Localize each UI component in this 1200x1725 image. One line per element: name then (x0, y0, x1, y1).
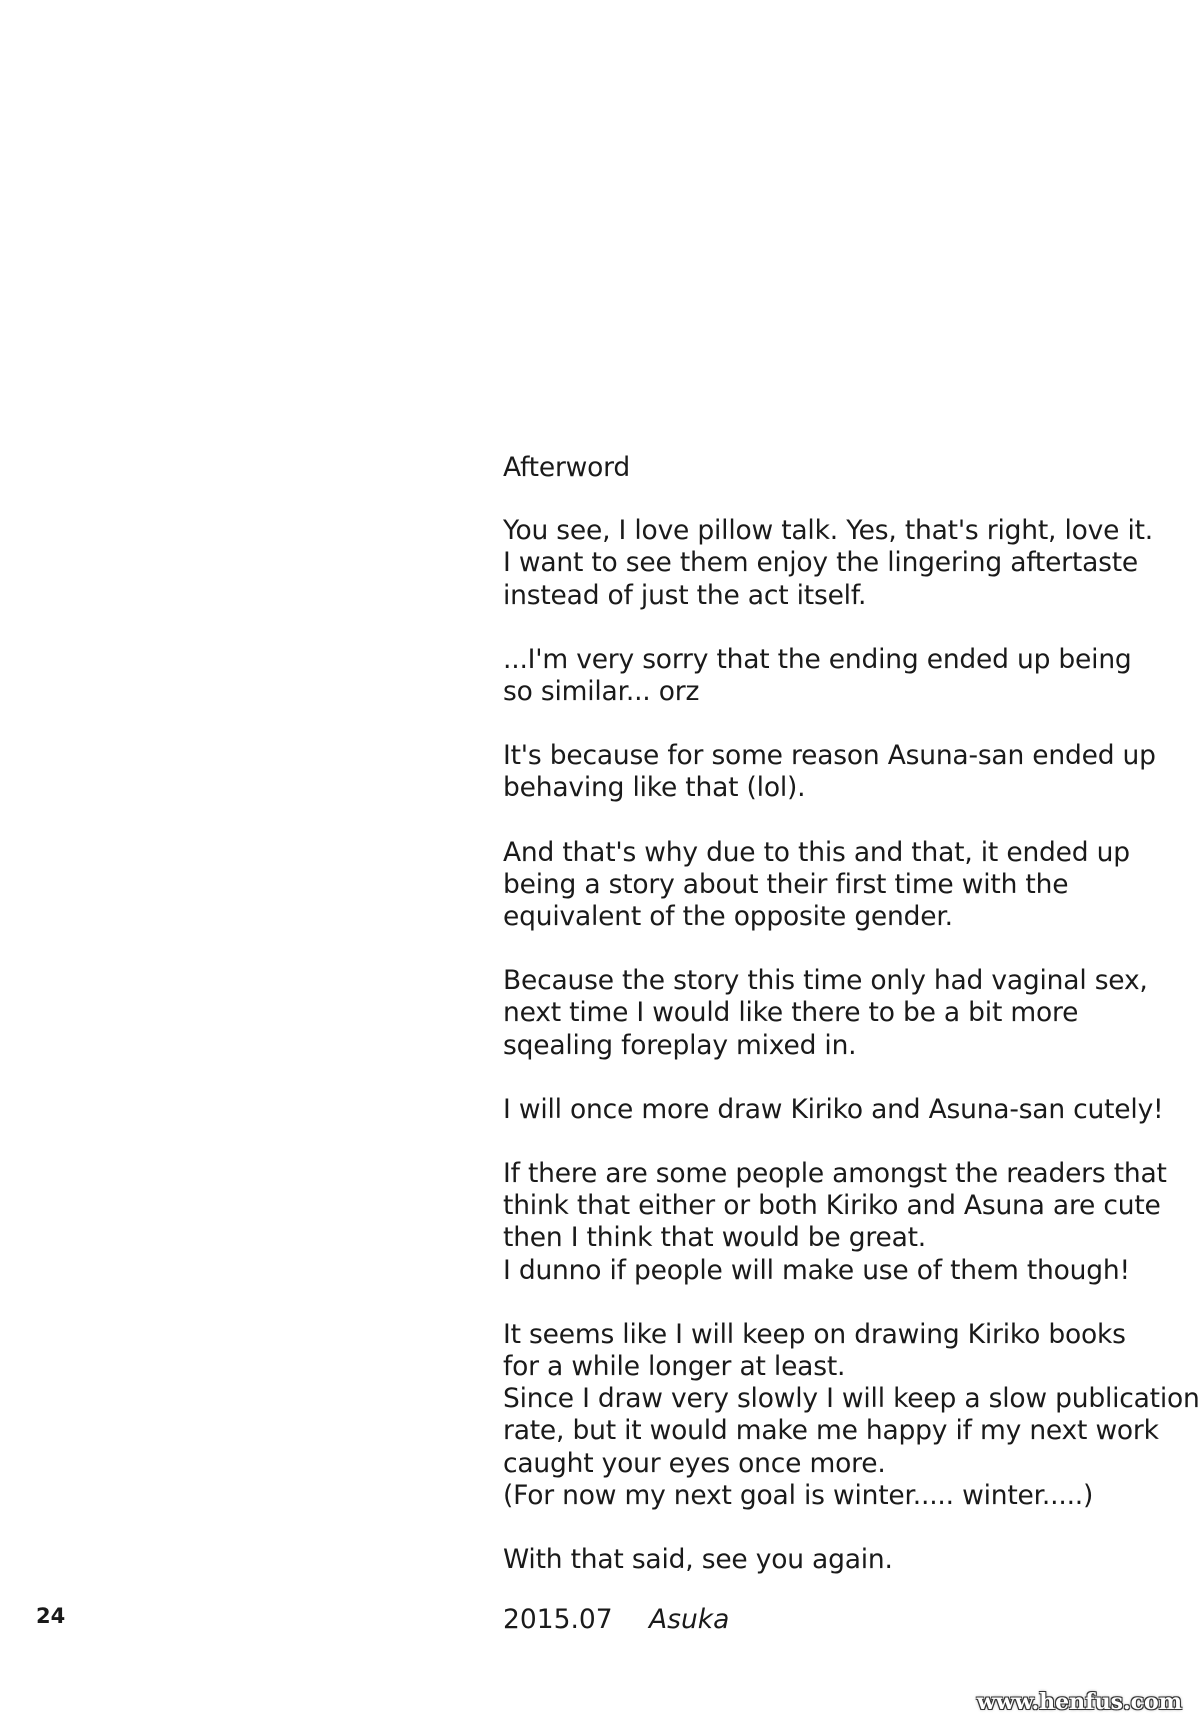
text-line: ...I'm very sorry that the ending ended up being (503, 643, 1132, 675)
text-line: instead of just the act itself. (503, 579, 867, 611)
text-line: next time I would like there to be a bit more (503, 997, 1079, 1029)
text-line: equivalent of the opposite gender. (503, 901, 953, 933)
signature (503, 1604, 729, 1636)
text-line: If there are some people amongst the readers that (503, 1158, 1167, 1190)
text-line: (For now my next goal is winter..... winter.....) (503, 1479, 1094, 1511)
text-line: I will once more draw Kiriko and Asuna-san cutely! (503, 1093, 1164, 1125)
afterword-heading: Afterword (503, 452, 630, 483)
afterword-paragraph-6 (503, 1094, 1163, 1126)
text-line: I dunno if people will make use of them though! (503, 1254, 1130, 1286)
text-line: Because the story this time only had vaginal sex, (503, 965, 1148, 997)
text-line: It seems like I will keep on drawing Kiriko books (503, 1318, 1126, 1350)
afterword-paragraph-9 (503, 1544, 1163, 1576)
signature-author: Asuka (649, 1604, 730, 1635)
afterword-section (503, 452, 1200, 1608)
text-line: think that either or both Kiriko and Asuna are cute (503, 1190, 1161, 1222)
text-line: And that's why due to this and that, it ended up (503, 836, 1130, 868)
page-number: 24 (36, 1604, 66, 1628)
text-line: You see, I love pillow talk. Yes, that's right, love it. (503, 515, 1154, 547)
afterword-paragraph-5 (503, 965, 1163, 1062)
text-line: so similar... orz (503, 676, 700, 708)
text-line: rate, but it would make me happy if my next work (503, 1415, 1159, 1447)
text-line: behaving like that (lol). (503, 772, 806, 804)
watermark-text: www.henfus.com (976, 1689, 1182, 1715)
afterword-paragraph-2 (503, 644, 1163, 708)
text-line: then I think that would be great. (503, 1222, 927, 1254)
text-line: Since I draw very slowly I will keep a slow publication (503, 1383, 1200, 1415)
afterword-paragraph-4 (503, 837, 1163, 934)
afterword-paragraph-8 (503, 1318, 1200, 1512)
text-line: for a while longer at least. (503, 1351, 846, 1383)
text-line: sqealing foreplay mixed in. (503, 1029, 857, 1061)
text-line: With that said, see you again. (503, 1544, 893, 1576)
signature-date: 2015.07 (503, 1604, 613, 1635)
text-line: being a story about their first time with the (503, 868, 1069, 900)
text-line: It's because for some reason Asuna-san ended up (503, 740, 1156, 772)
afterword-paragraph-3 (503, 740, 1163, 804)
afterword-paragraph-7 (503, 1158, 1167, 1287)
afterword-paragraph-1 (503, 515, 1163, 612)
text-line: caught your eyes once more. (503, 1447, 886, 1479)
text-line: I want to see them enjoy the lingering aftertaste (503, 547, 1139, 579)
